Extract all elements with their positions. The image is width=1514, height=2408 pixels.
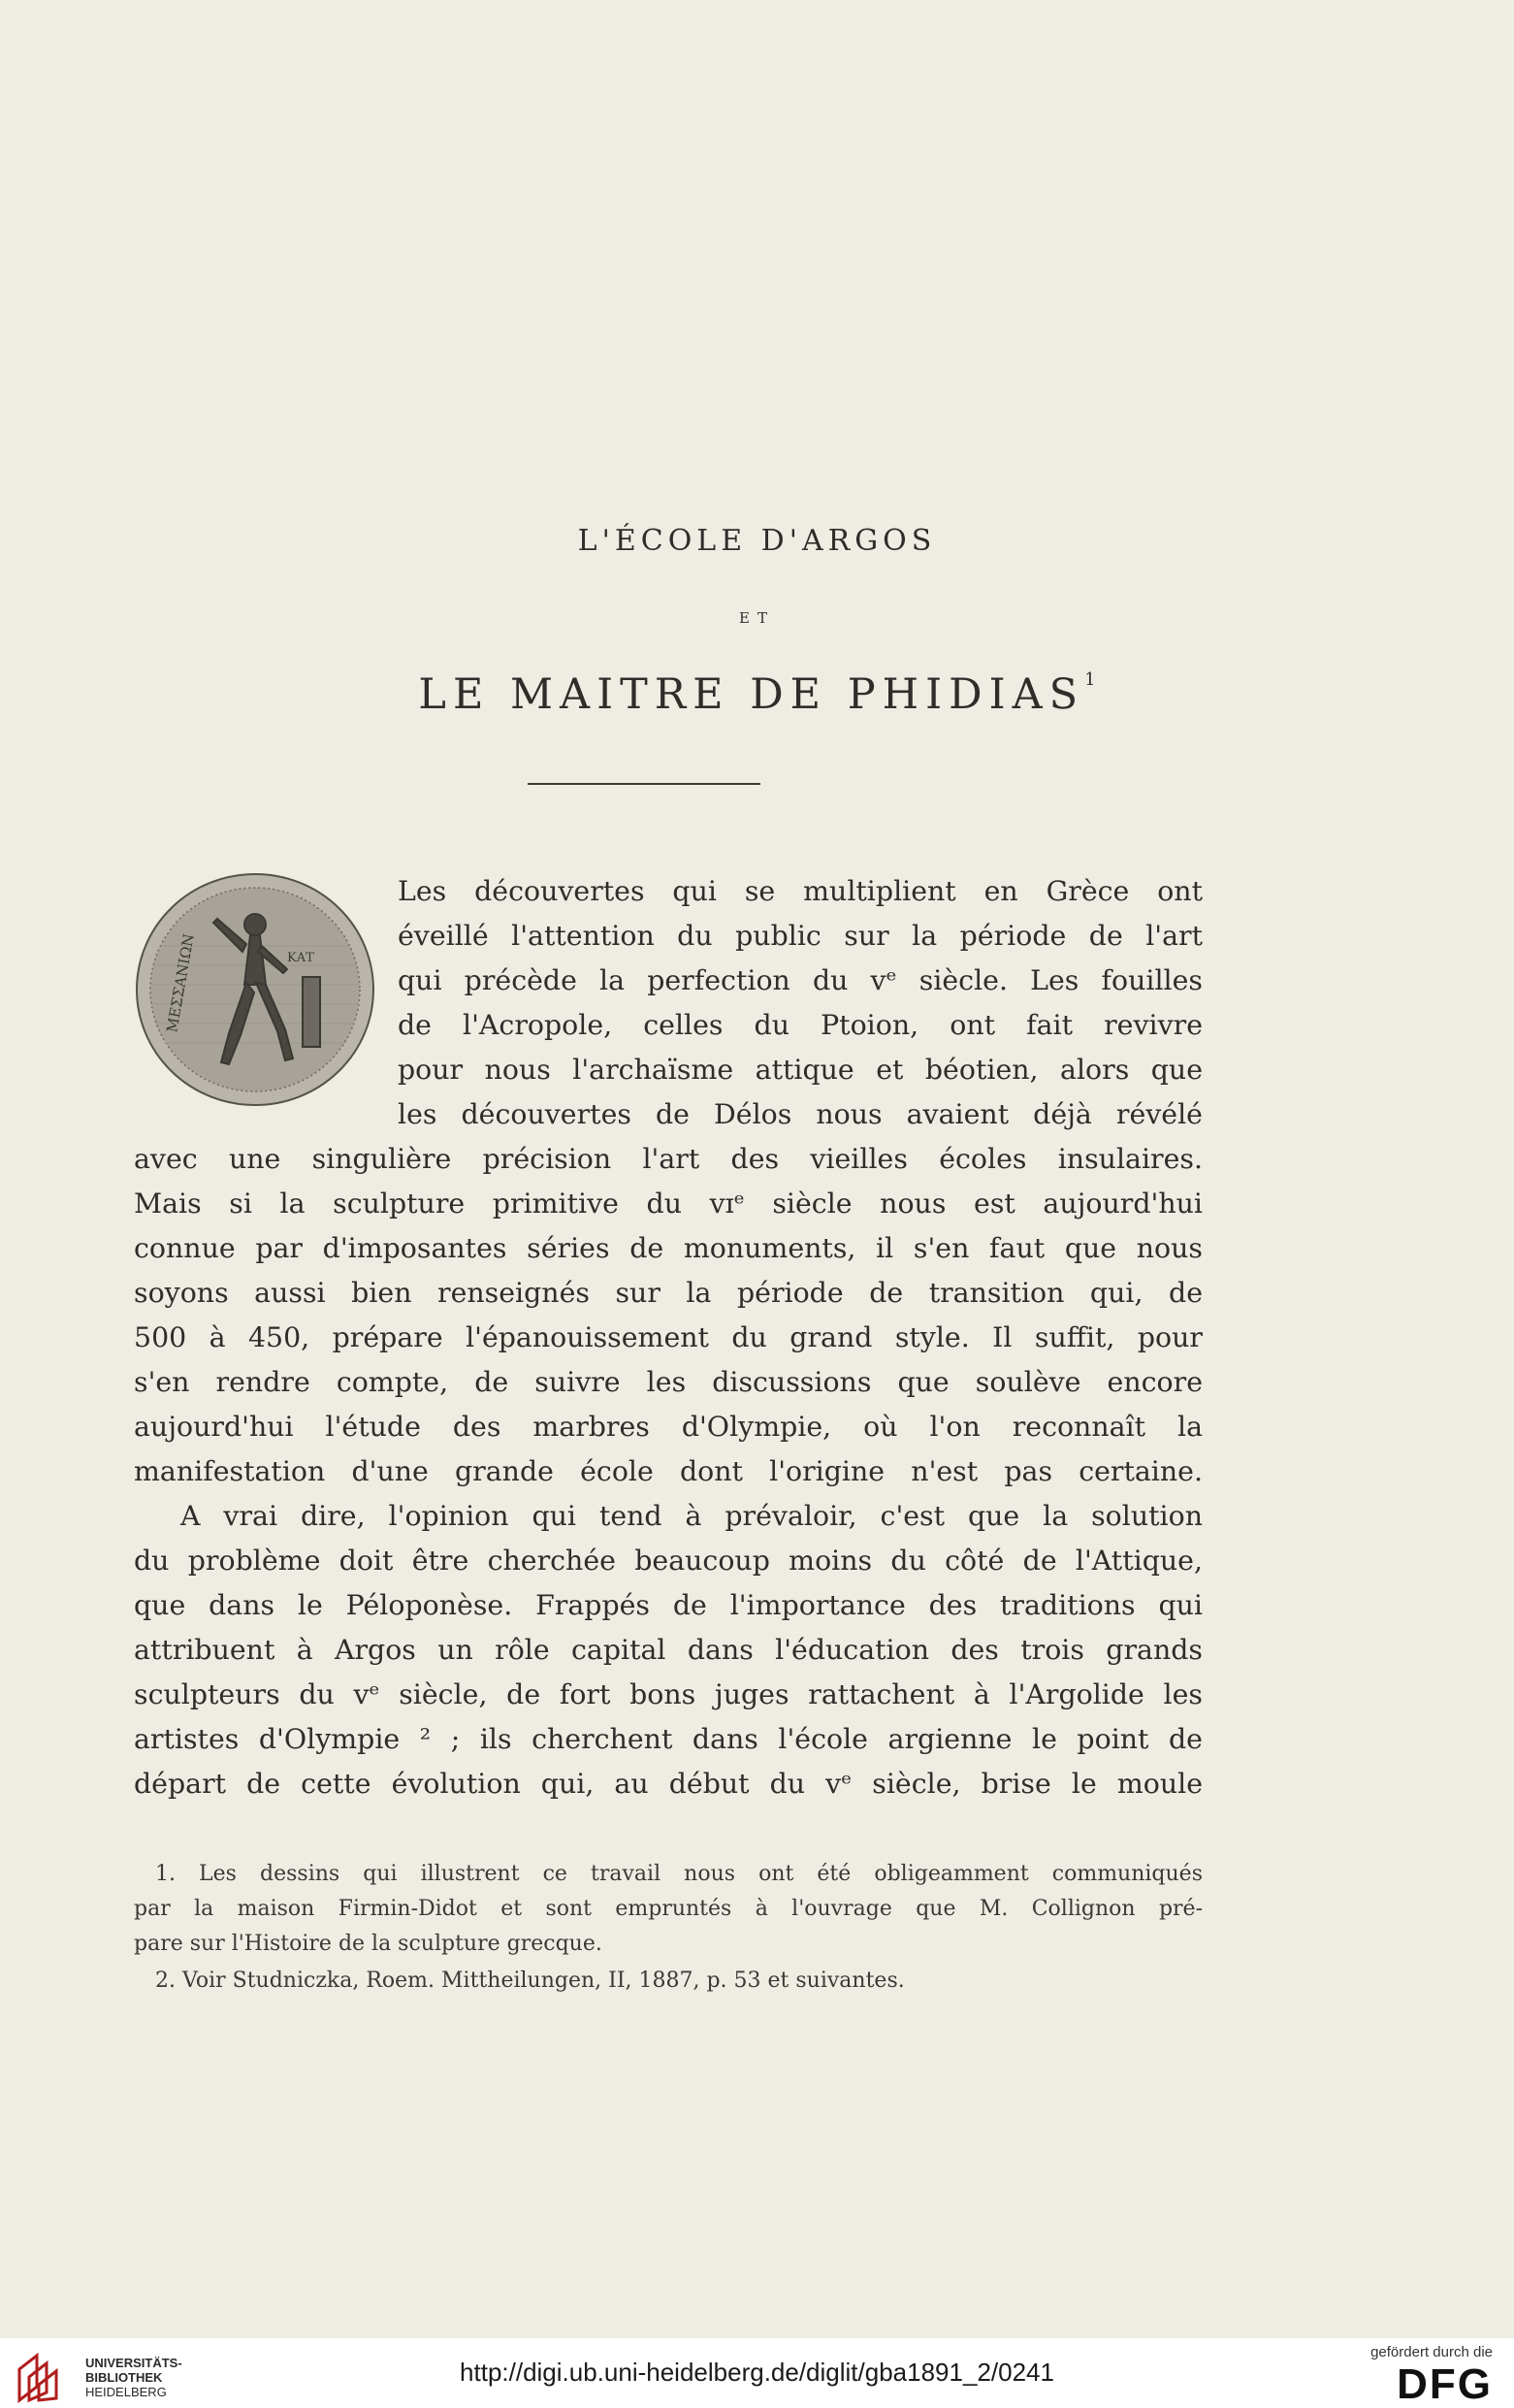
article-title-text: LE MAITRE DE PHIDIAS: [418, 670, 1085, 719]
body-line-20: artistes d'Olympie ² ; ils cherchent dans l'école argienne le point de: [134, 1723, 1203, 1755]
body-line-6: les découvertes de Délos nous avaient déjà révélé: [398, 1098, 1203, 1130]
library-name-line-2: BIBLIOTHEK: [85, 2370, 163, 2385]
body-line-17: que dans le Péloponèse. Frappés de l'importance des traditions qui: [134, 1589, 1203, 1621]
title-rule: [528, 783, 760, 785]
body-line-21: départ de cette évolution qui, au début du vᵉ siècle, brise le moule: [134, 1768, 1203, 1800]
coin-legend-left: ΜΕΣΣΑΝΙΩΝ: [163, 932, 198, 1034]
footnote-line-1: 1. Les dessins qui illustrent ce travail nous ont été obligeamment communiqués: [155, 1862, 1203, 1886]
body-line-1: Les découvertes qui se multiplient en Grèce ont: [398, 875, 1203, 907]
footnote-line-2: par la maison Firmin-Didot et sont empruntés à l'ouvrage que M. Collignon pré-: [134, 1897, 1203, 1921]
body-line-4: de l'Acropole, celles du Ptoion, ont fait revivre: [398, 1009, 1203, 1041]
article-title-line-1: L'ÉCOLE D'ARGOS: [577, 524, 937, 558]
body-line-8: Mais si la sculpture primitive du vɪᵉ siècle nous est aujourd'hui: [134, 1188, 1203, 1220]
title-note-mark: 1: [1084, 669, 1096, 690]
body-line-3: qui précède la perfection du vᵉ siècle. Les fouilles: [398, 964, 1203, 996]
article-title-connector: ET: [739, 609, 775, 627]
funder-caption: gefördert durch die: [1370, 2344, 1493, 2360]
page-url-link[interactable]: http://digi.ub.uni-heidelberg.de/diglit/gba1891_2/0241: [460, 2358, 1054, 2387]
library-name-line-1: UNIVERSITÄTS-: [85, 2356, 182, 2370]
body-line-13: aujourd'hui l'étude des marbres d'Olympie, où l'on reconnaît la: [134, 1411, 1203, 1443]
body-line-7: avec une singulière précision l'art des vieilles écoles insulaires.: [134, 1143, 1203, 1175]
body-line-11: 500 à 450, prépare l'épanouissement du grand style. Il suffit, pour: [134, 1321, 1203, 1353]
coin-legend-right: ΚΑΤ: [287, 951, 314, 965]
body-line-10: soyons aussi bien renseignés sur la période de transition qui, de: [134, 1277, 1203, 1309]
body-line-16: du problème doit être cherchée beaucoup moins du côté de l'Attique,: [134, 1545, 1203, 1577]
body-line-2: éveillé l'attention du public sur la période de l'art: [398, 920, 1203, 952]
body-line-14: manifestation d'une grande école dont l'origine n'est pas certaine.: [134, 1455, 1203, 1487]
coin-icon: [132, 868, 378, 1111]
library-name-line-3: HEIDELBERG: [85, 2385, 167, 2399]
footnote-line-3: pare sur l'Histoire de la sculpture grecque.: [134, 1932, 602, 1956]
body-line-9: connue par d'imposantes séries de monuments, il s'en faut que nous: [134, 1232, 1203, 1264]
footnote-line-4: 2. Voir Studniczka, Roem. Mittheilungen, II, 1887, p. 53 et suivantes.: [155, 1969, 905, 1993]
body-line-5: pour nous l'archaïsme attique et béotien, alors que: [398, 1054, 1203, 1086]
body-line-19: sculpteurs du vᵉ siècle, de fort bons juges rattachent à l'Argolide les: [134, 1678, 1203, 1710]
body-line-15: A vrai dire, l'opinion qui tend à prévaloir, c'est que la solution: [180, 1500, 1203, 1532]
body-line-12: s'en rendre compte, de suivre les discussions que soulève encore: [134, 1366, 1203, 1398]
dfg-logo: DFG: [1397, 2360, 1493, 2408]
body-line-18: attribuent à Argos un rôle capital dans l'éducation des trois grands: [134, 1634, 1203, 1666]
viewer-footer: [0, 2338, 1514, 2407]
article-title-line-2: [0, 669, 1514, 719]
